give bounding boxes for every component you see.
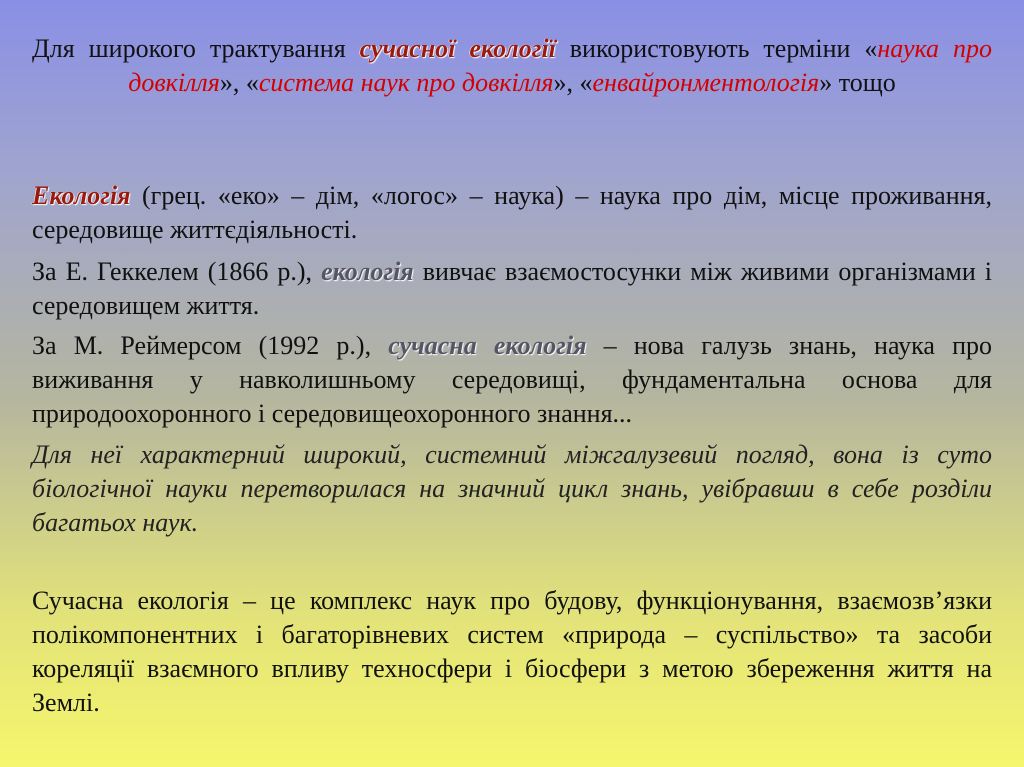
paragraph-haeckel: [32, 255, 992, 323]
text: використовують терміни «: [555, 34, 878, 63]
paragraph-modern-ecology: [32, 584, 992, 720]
emphasis-ecology: Екологія: [32, 181, 131, 210]
text: вивчає взаємостосунки між живими організмами і середовищем життя.: [32, 257, 992, 320]
term-system-of-environmental-sciences: система наук про довкілля: [258, 68, 554, 97]
paragraph-reimers: [32, 329, 992, 431]
emphasis-ecology: екологія: [321, 257, 414, 286]
emphasis-modern-ecology: сучасна екологія: [388, 331, 587, 360]
emphasis-modern-ecology: сучасної екології: [359, 34, 556, 63]
term-environmentology: енвайронментологія: [592, 68, 820, 97]
text: », «: [553, 68, 593, 97]
text: За Е. Геккелем (1866 р.),: [32, 257, 322, 286]
paragraph-text: Сучасна екологія – це комплекс наук про будову, функціонування, взаємозв’язки полікомпонентних і багаторівневих систем «природа – суспільство» та засоби кореляції взаємного впливу техносфери і біосфери з метою збереження життя на Землі.: [32, 586, 992, 717]
text: » тощо: [819, 68, 896, 97]
text: Для широкого трактування: [32, 34, 360, 63]
paragraph-terms: [32, 32, 992, 100]
paragraph-characteristic: [32, 438, 992, 540]
text: », «: [219, 68, 259, 97]
term-science-about-environment: наука про довкілля: [128, 34, 992, 97]
text: (грец. «еко» – дім, «логос» – наука) – наука про дім, місце проживання, середовище життєдіяльності.: [32, 181, 992, 244]
text: – нова галузь знань, наука про виживання у навколишньому середовищі, фундаментальна основа для природоохоронного і середовищеохоронного знання...: [32, 331, 993, 428]
italic-paragraph: Для неї характерний широкий, системний міжгалузевий погляд, вона із суто біологічної науки перетворилася на значний цикл знань, увібравши в себе розділи багатьох наук.: [32, 440, 992, 537]
paragraph-definition: [32, 179, 992, 247]
text: За М. Реймерсом (1992 р.),: [32, 331, 389, 360]
